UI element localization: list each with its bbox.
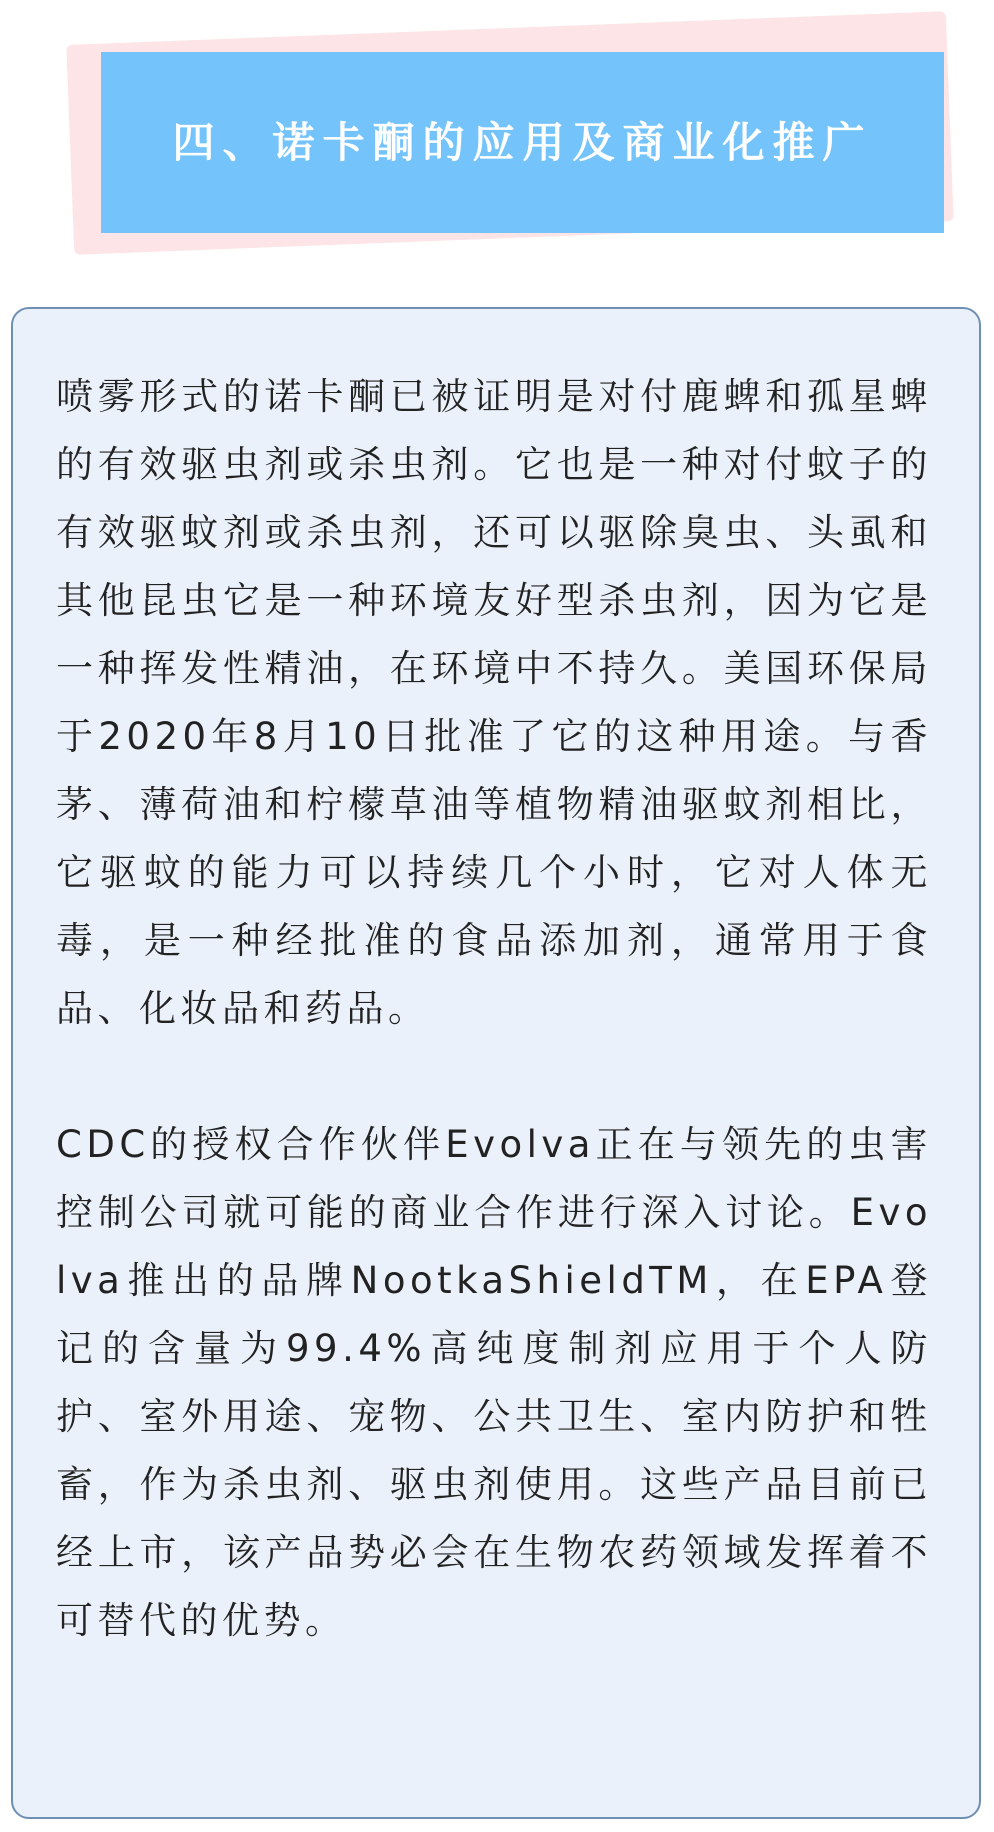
content-card: [11, 307, 981, 1819]
section-title: 四、诺卡酮的应用及商业化推广: [172, 117, 873, 167]
paragraph-commercialization: CDC的授权合作伙伴Evolva正在与领先的虫害控制公司就可能的商业合作进行深入讨论。Evolva推出的品牌NootkaShieldTM，在EPA登记的含量为99.4%高纯度制剂应用于个人防护、室外用途、宠物、公共卫生、室内防护和牲畜，作为杀虫剂、驱虫剂使用。这些产品目前已经上市，该产品势必会在生物农药领域发挥着不可替代的优势。: [56, 1123, 932, 1642]
paragraph-application: 喷雾形式的诺卡酮已被证明是对付鹿蜱和孤星蜱的有效驱虫剂或杀虫剂。它也是一种对付蚊子的有效驱蚊剂或杀虫剂，还可以驱除臭虫、头虱和其他昆虫它是一种环境友好型杀虫剂，因为它是一种挥发性精油，在环境中不持久。美国环保局于2020年8月10日批准了它的这种用途。与香茅、薄荷油和柠檬草油等植物精油驱蚊剂相比，它驱蚊的能力可以持续几个小时，它对人体无毒，是一种经批准的食品添加剂，通常用于食品、化妆品和药品。: [56, 375, 932, 1030]
heading-banner: [101, 52, 944, 233]
